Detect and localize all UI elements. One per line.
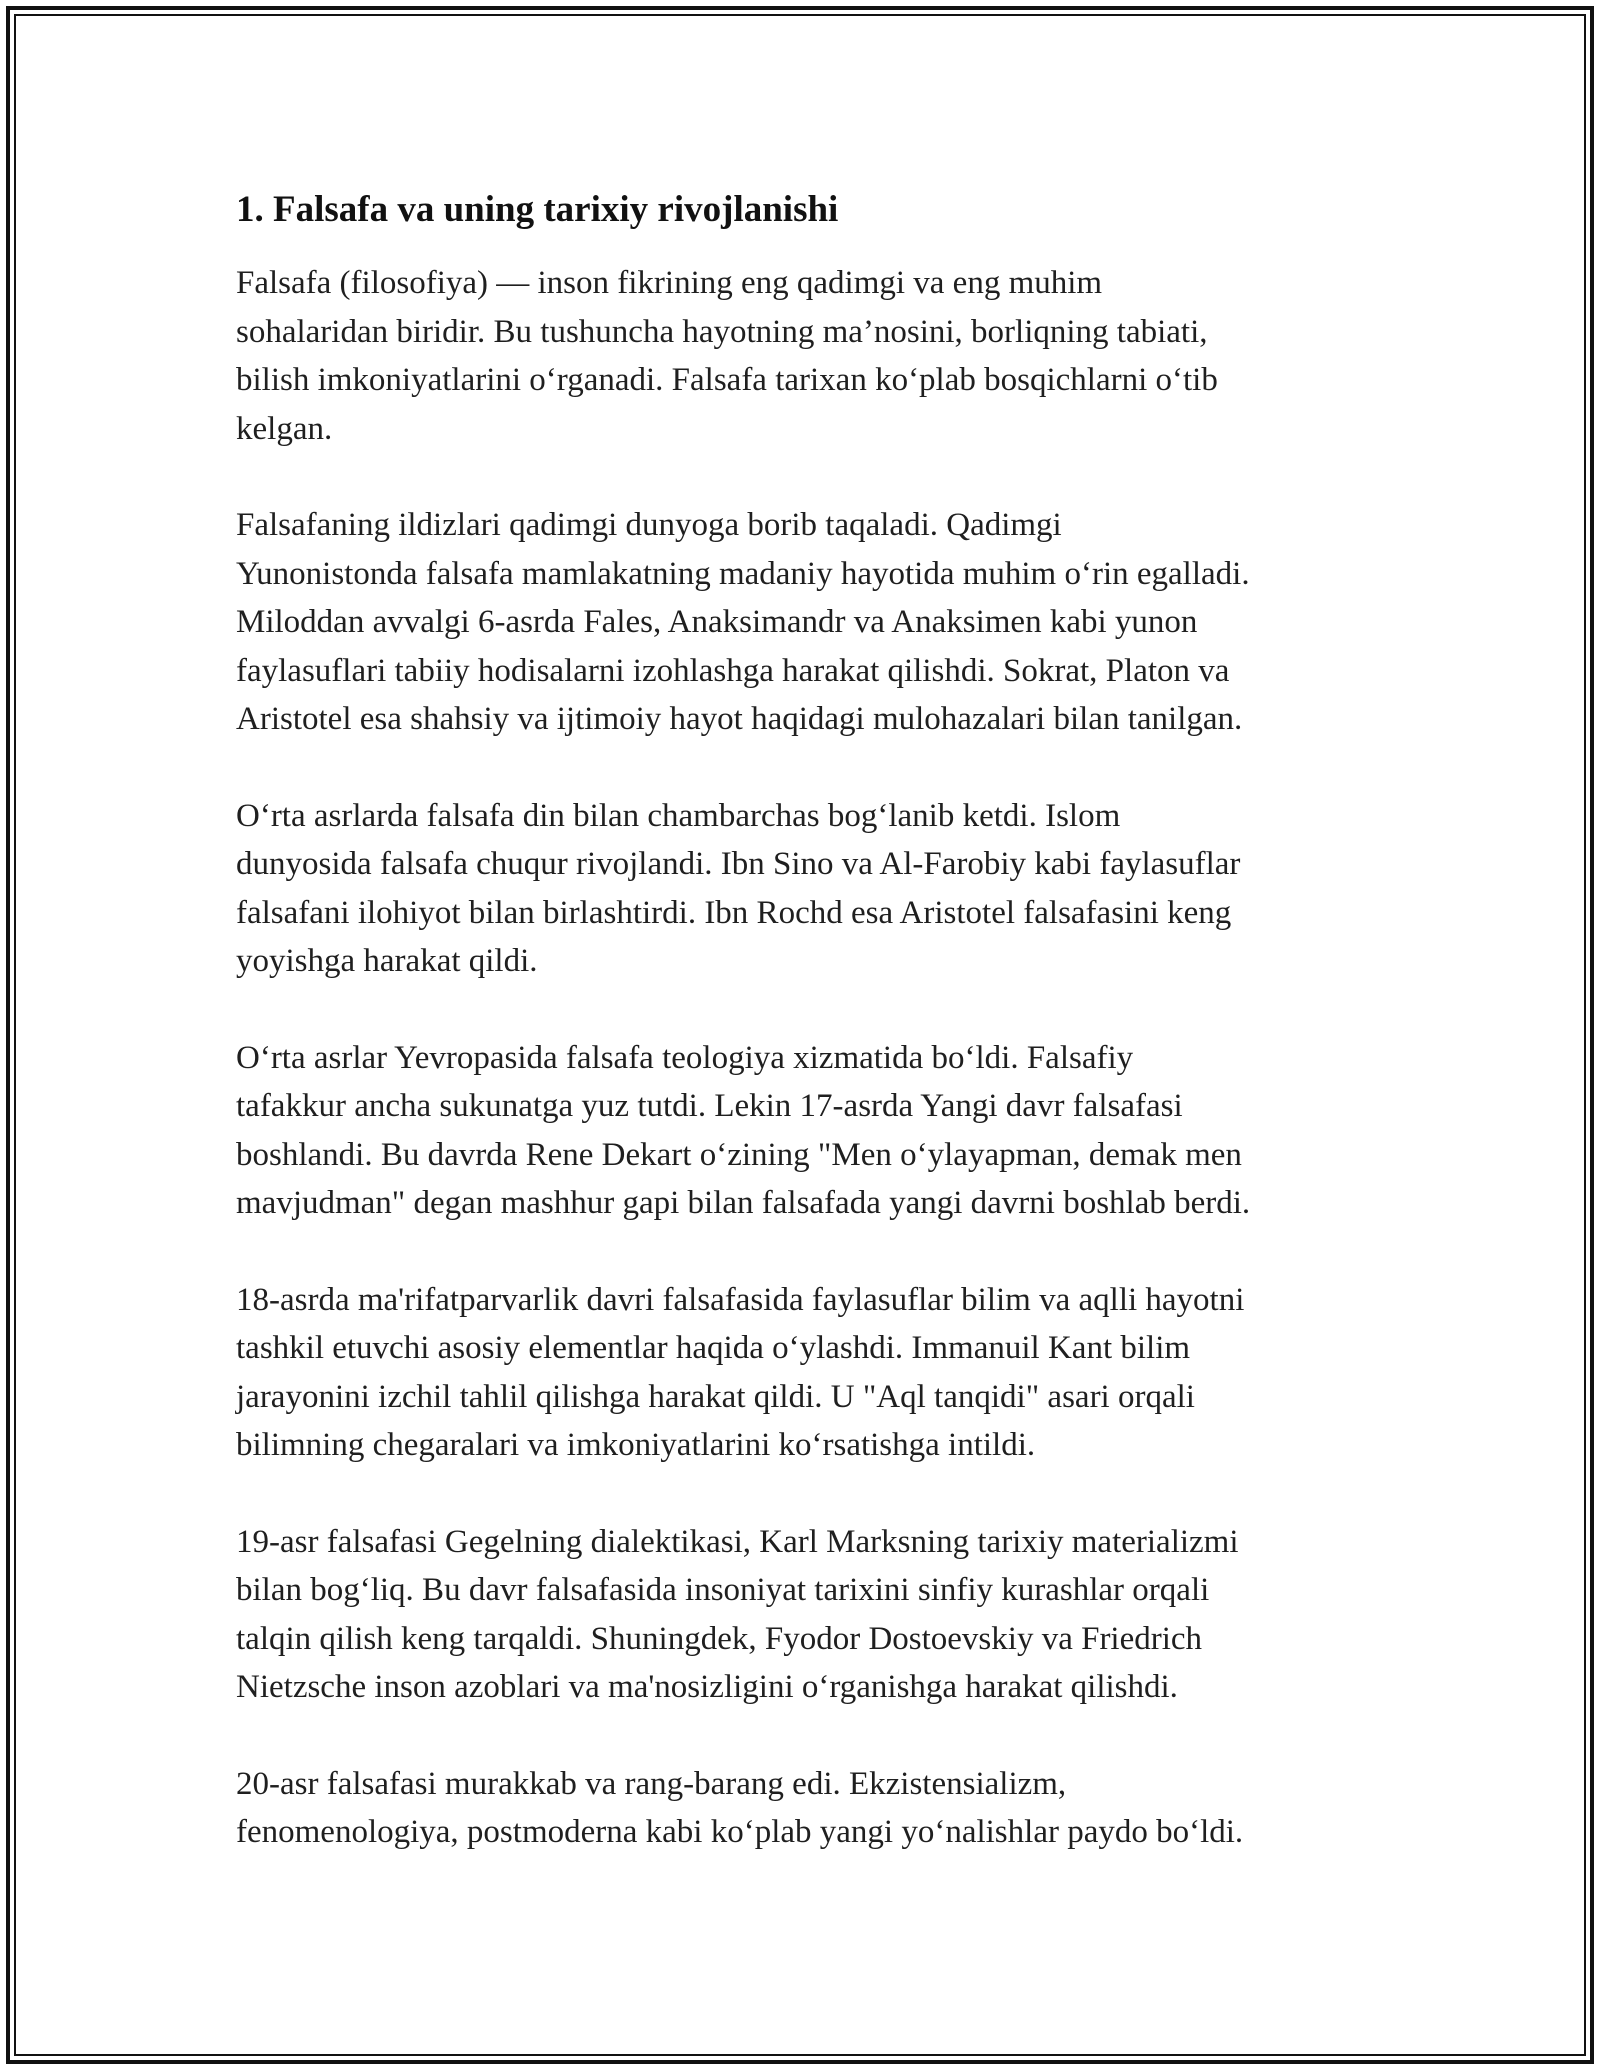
paragraph-line: O‘rta asrlar Yevropasida falsafa teologiya xizmatida bo‘ldi. Falsafiy bbox=[236, 1039, 1134, 1076]
paragraph bbox=[236, 1518, 1376, 1712]
paragraph-line: tafakkur ancha sukunatga yuz tutdi. Lekin 17-asrda Yangi davr falsafasi bbox=[236, 1088, 1183, 1124]
paragraph-line: O‘rta asrlarda falsafa din bilan chambarchas bog‘lanib ketdi. Islom bbox=[236, 797, 1121, 834]
paragraph bbox=[236, 501, 1376, 744]
paragraph-line: sohalaridan biridir. Bu tushuncha hayotning ma’nosini, borliqning tabiati, bbox=[236, 313, 1208, 350]
document-body bbox=[236, 186, 1376, 1905]
paragraph-line: mavjudman" degan mashhur gapi bilan falsafada yangi davrni boshlab berdi. bbox=[236, 1185, 1251, 1221]
paragraph bbox=[236, 259, 1376, 453]
paragraph-line: 19-asr falsafasi Gegelning dialektikasi, Karl Marksning tarixiy materializmi bbox=[236, 1523, 1239, 1560]
paragraph-line: bilimning chegaralari va imkoniyatlarini ko‘rsatishga intildi. bbox=[236, 1427, 1036, 1463]
paragraph-line: yoyishga harakat qildi. bbox=[236, 943, 538, 979]
paragraph bbox=[236, 1760, 1376, 1857]
paragraph-line: dunyosida falsafa chuqur rivojlandi. Ibn Sino va Al-Farobiy kabi faylasuflar bbox=[236, 846, 1241, 882]
paragraph bbox=[236, 1276, 1376, 1470]
paragraph-line: kelgan. bbox=[236, 410, 333, 447]
paragraph bbox=[236, 792, 1376, 986]
paragraph-line: jarayonini izchil tahlil qilishga harakat qildi. U "Aql tanqidi" asari orqali bbox=[236, 1378, 1195, 1415]
paragraph-line: boshlandi. Bu davrda Rene Dekart o‘zining "Men o‘ylayapman, demak men bbox=[236, 1136, 1242, 1173]
paragraph-line: Yunonistonda falsafa mamlakatning madaniy hayotida muhim o‘rin egalladi. bbox=[236, 555, 1250, 592]
paragraph-line: Miloddan avvalgi 6-asrda Fales, Anaksimandr va Anaksimen kabi yunon bbox=[236, 604, 1198, 640]
section-heading: 1. Falsafa va uning tarixiy rivojlanishi bbox=[236, 189, 839, 230]
paragraph-line: Falsafa (filosofiya) — inson fikrining eng qadimgi va eng muhim bbox=[236, 265, 1103, 301]
paragraph-line: bilan bog‘liq. Bu davr falsafasida insoniyat tarixini sinfiy kurashlar orqali bbox=[236, 1572, 1210, 1608]
paragraph-line: Nietzsche inson azoblari va ma'nosizligini o‘rganishga harakat qilishdi. bbox=[236, 1669, 1178, 1705]
paragraph-line: Aristotel esa shahsiy va ijtimoiy hayot haqidagi mulohazalari bilan tanilgan. bbox=[236, 701, 1243, 737]
paragraph-line: 18-asrda ma'rifatparvarlik davri falsafasida faylasuflar bilim va aqlli hayotni bbox=[236, 1281, 1245, 1318]
paragraph-line: Falsafaning ildizlari qadimgi dunyoga borib taqaladi. Qadimgi bbox=[236, 507, 1062, 543]
paragraph-line: tashkil etuvchi asosiy elementlar haqida o‘ylashdi. Immanuil Kant bilim bbox=[236, 1330, 1191, 1366]
paragraph bbox=[236, 1034, 1376, 1228]
paragraph-line: talqin qilish keng tarqaldi. Shuningdek, Fyodor Dostoevskiy va Friedrich bbox=[236, 1620, 1203, 1657]
paragraph-line: falsafani ilohiyot bilan birlashtirdi. Ibn Rochd esa Aristotel falsafasini keng bbox=[236, 894, 1232, 931]
paragraph-line: faylasuflari tabiiy hodisalarni izohlashga harakat qilishdi. Sokrat, Platon va bbox=[236, 652, 1230, 689]
paragraph-line: bilish imkoniyatlarini o‘rganadi. Falsafa tarixan ko‘plab bosqichlarni o‘tib bbox=[236, 362, 1218, 398]
paragraph-line: fenomenologiya, postmoderna kabi ko‘plab yangi yo‘nalishlar paydo bo‘ldi. bbox=[236, 1814, 1244, 1850]
paragraph-line: 20-asr falsafasi murakkab va rang-barang edi. Ekzistensializm, bbox=[236, 1765, 1067, 1802]
paragraph-list bbox=[236, 259, 1376, 1857]
